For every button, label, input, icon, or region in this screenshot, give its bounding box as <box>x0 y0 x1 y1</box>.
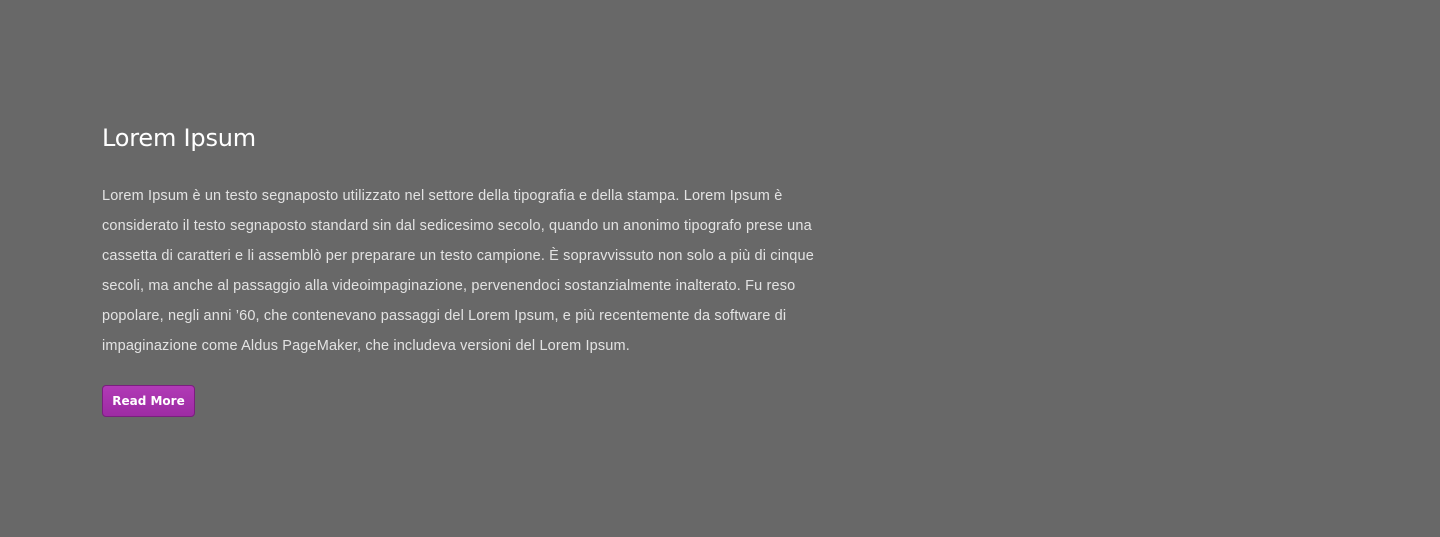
section-body-text: Lorem Ipsum è un testo segnaposto utilizzato nel settore della tipografia e della stampa. Lorem Ipsum è considerato il testo segnaposto standard sin dal sedicesimo secolo, quando un anonimo tipografo prese una cassetta di caratteri e li assemblò per preparare un testo campione. È sopravvissuto non solo a più di cinque secoli, ma anche al passaggio alla videoimpaginazione, pervenendoci sostanzialmente inalterato. Fu reso popolare, negli anni ’60, che contenevano passaggi del Lorem Ipsum, e più recentemente da software di impaginazione come Aldus PageMaker, che includeva versioni del Lorem Ipsum. <box>102 188 814 354</box>
read-more-button[interactable]: Read More <box>102 385 195 417</box>
content-section <box>102 121 832 417</box>
section-title: Lorem Ipsum <box>102 124 256 152</box>
